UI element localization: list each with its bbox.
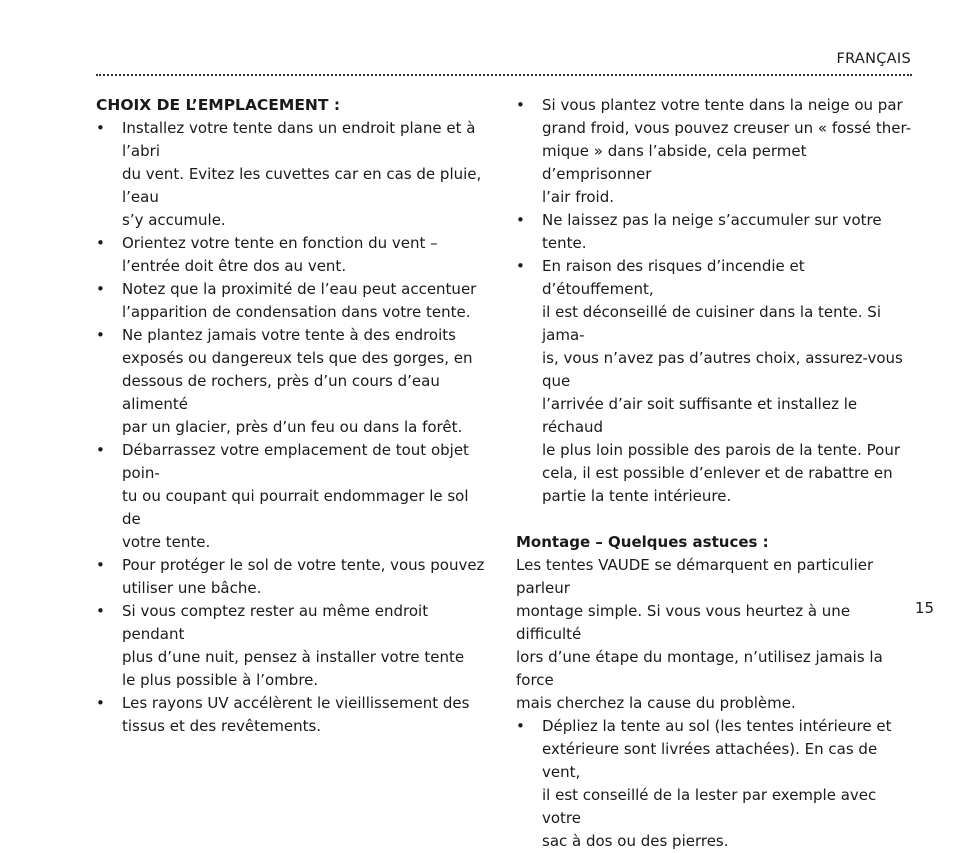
list-item-line: cela, il est possible d’enlever et de rabattre en (542, 464, 893, 482)
list-item-line: • Les rayons UV accélèrent le vieillissement des (122, 694, 470, 712)
list-item-line: extérieure sont livrées attachées). En cas de vent, (542, 740, 878, 781)
list-item-line: • Pour protéger le sol de votre tente, vous pouvez (122, 556, 485, 574)
list-item-line: partie la tente intérieure. (542, 487, 732, 505)
list-item-line: plus d’une nuit, pensez à installer votre tente (122, 648, 465, 666)
list-item-line: votre tente. (122, 533, 211, 551)
list-item-line: grand froid, vous pouvez creuser un « fossé ther- (542, 119, 912, 137)
list-item-line: sac à dos ou des pierres. (542, 832, 729, 850)
list-item (96, 554, 492, 600)
list-item-line: s’y accumule. (122, 211, 226, 229)
list-item-line: • Orientez votre tente en fonction du vent – (122, 234, 438, 252)
paragraph-line: montage simple. Si vous vous heurtez à une difficulté (516, 602, 851, 643)
list-item-line: l’arrivée d’air soit suffisante et installez le réchaud (542, 395, 858, 436)
list-item-line: • Ne laissez pas la neige s’accumuler sur votre tente. (542, 211, 882, 252)
list-item-line: dessous de rochers, près d’un cours d’eau alimenté (122, 372, 440, 413)
assembly-paragraph (516, 554, 912, 715)
right-column (516, 94, 912, 853)
paragraph-line: Les tentes VAUDE se démarquent en particulier parleur (516, 556, 874, 597)
list-item (516, 255, 912, 508)
header-divider (96, 74, 912, 76)
site-choice-list (96, 117, 492, 738)
list-item-line: il est déconseillé de cuisiner dans la tente. Si jama- (542, 303, 881, 344)
assembly-list (516, 715, 912, 853)
left-column (96, 94, 492, 738)
section-heading-assembly: Montage – Quelques astuces : (516, 533, 769, 551)
list-item-line: • Si vous plantez votre tente dans la neige ou par (542, 96, 903, 114)
list-item-line: le plus loin possible des parois de la tente. Pour (542, 441, 900, 459)
list-item-line: mique » dans l’abside, cela permet d’emprisonner (542, 142, 807, 183)
spacer (516, 508, 912, 531)
list-item (96, 600, 492, 692)
list-item (96, 117, 492, 232)
list-item (96, 232, 492, 278)
list-item-line: exposés ou dangereux tels que des gorges, en (122, 349, 473, 367)
list-item (96, 692, 492, 738)
list-item-line: • Installez votre tente dans un endroit plane et à l’abri (122, 119, 476, 160)
page-number: 15 (914, 599, 934, 617)
list-item-line: du vent. Evitez les cuvettes car en cas de pluie, l’eau (122, 165, 482, 206)
list-item-line: • Débarrassez votre emplacement de tout objet poin- (122, 441, 469, 482)
list-item (516, 94, 912, 209)
list-item-line: tu ou coupant qui pourrait endommager le sol de (122, 487, 469, 528)
list-item (96, 324, 492, 439)
list-item-line: l’air froid. (542, 188, 614, 206)
list-item-line: l’entrée doit être dos au vent. (122, 257, 347, 275)
list-item-line: • Dépliez la tente au sol (les tentes intérieure et (542, 717, 892, 735)
list-item-line: • Si vous comptez rester au même endroit pendant (122, 602, 429, 643)
list-item-line: le plus possible à l’ombre. (122, 671, 319, 689)
tips-list-top (516, 94, 912, 508)
list-item-line: • Notez que la proximité de l’eau peut accentuer (122, 280, 477, 298)
paragraph-line: lors d’une étape du montage, n’utilisez jamais la force (516, 648, 883, 689)
list-item (516, 209, 912, 255)
language-label: FRANÇAIS (836, 51, 911, 67)
list-item-line: • Ne plantez jamais votre tente à des endroits (122, 326, 456, 344)
section-heading-site-choice: CHOIX DE L’EMPLACEMENT : (96, 96, 341, 114)
list-item-line: utiliser une bâche. (122, 579, 262, 597)
list-item-line: is, vous n’avez pas d’autres choix, assurez-vous que (542, 349, 903, 390)
paragraph-line: mais cherchez la cause du problème. (516, 694, 796, 712)
list-item (96, 278, 492, 324)
list-item (516, 715, 912, 853)
list-item-line: • En raison des risques d’incendie et d’étouffement, (542, 257, 805, 298)
list-item-line: il est conseillé de la lester par exemple avec votre (542, 786, 877, 827)
list-item (96, 439, 492, 554)
list-item-line: l’apparition de condensation dans votre tente. (122, 303, 471, 321)
list-item-line: tissus et des revêtements. (122, 717, 322, 735)
list-item-line: par un glacier, près d’un feu ou dans la forêt. (122, 418, 463, 436)
